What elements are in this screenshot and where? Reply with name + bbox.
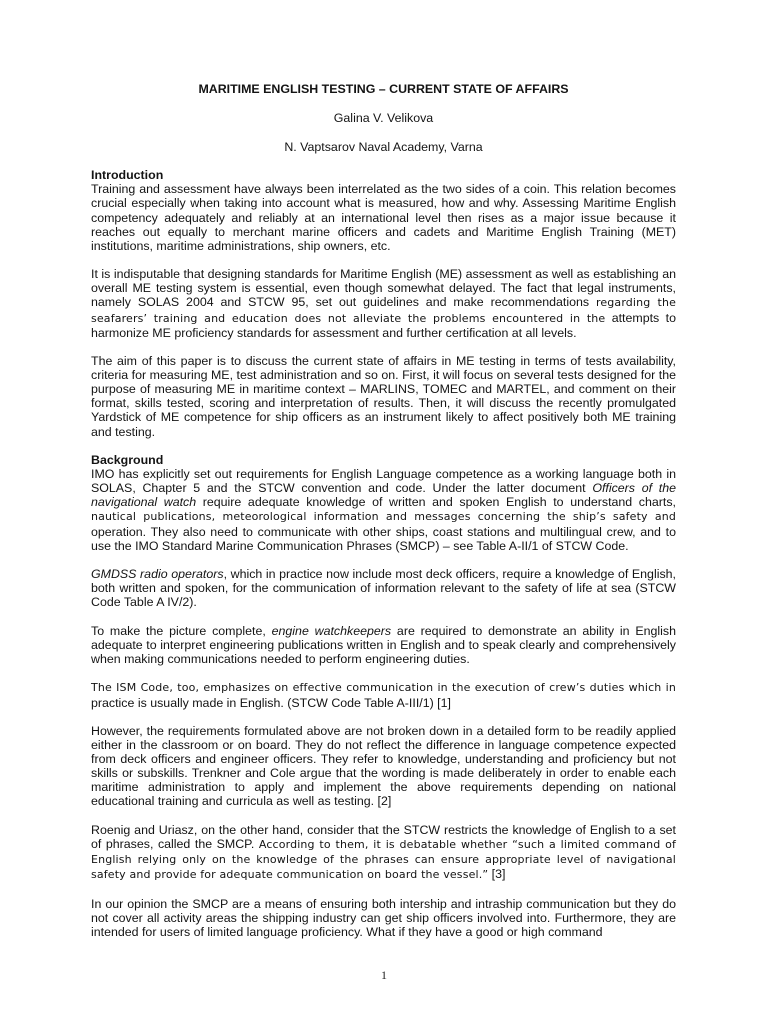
paragraph [91, 624, 676, 666]
text-run: To make the picture complete, [91, 623, 272, 638]
text-run: practice is usually made in English. (STCW Code Table A-III/1) [1] [91, 695, 451, 710]
italic-term: GMDSS radio operators [91, 567, 224, 582]
text-run: Roenig and Uriasz, on the other hand, consider that the STCW restricts the knowledge of English to a set of phrases, called the SMCP. [91, 822, 676, 852]
author-affiliation: N. Vaptsarov Naval Academy, Varna [284, 140, 483, 155]
section-heading-background: Background [91, 453, 164, 468]
text-run: , which in practice now include most deck officers, require a knowledge of English, both written and spoken, for the communication of information relevant to the safety of life at sea (STCW Code Table A IV/2). [91, 567, 676, 610]
document-title: MARITIME ENGLISH TESTING – CURRENT STATE OF AFFAIRS [198, 82, 569, 96]
paragraph [91, 680, 676, 709]
text-run: It is indisputable that designing standards for Maritime English (ME) assessment as well as establishing an overall ME testing system is essential, even though somewhat delayed. The fact that legal instruments, namely SOLAS 2004 and STCW 95, set out guidelines and make recommendations [91, 267, 676, 310]
italic-term: engine watchkeepers [271, 623, 392, 638]
text-run: require adequate knowledge of written and spoken English to understand charts, [196, 495, 676, 510]
paragraph [91, 567, 676, 609]
paragraph: Training and assessment have always been interrelated as the two sides of a coin. This relation becomes crucial especially when taking into account what is measured, how and why. Assessing Maritime English competency adequately and reliably at an international level then rises as a major issue because it reaches out equally to merchant marine officers and cadets and Maritime English Training (MET) institutions, maritime administrations, ship owners, etc. [91, 182, 676, 253]
author-name: Galina V. Velikova [333, 111, 434, 126]
text-run: operation. They also need to communicate with other ships, coast stations and multilingual crew, and to use the IMO Standard Marine Communication Phrases (SMCP) – see Table A-II/1 of STCW Code. [91, 524, 676, 553]
paragraph: However, the requirements formulated above are not broken down in a detailed form to be readily applied either in the classroom or on board. They do not reflect the difference in language competence expected from deck officers and engineer officers. They refer to knowledge, understanding and proficiency but not skills or subskills. Trenkner and Cole argue that the wording is made deliberately in order to enable each maritime administration to apply and implement the above requirements depending on national educational training and curricula as well as testing. [2] [91, 724, 676, 809]
text-run: The ISM Code, too, emphasizes on effective communication in the execution of crew’s duties which in [91, 681, 676, 695]
text-run: IMO has explicitly set out requirements for English Language competence as a working language both in SOLAS, Chapter 5 and the STCW convention and code. Under the latter document [91, 467, 676, 496]
page-number: 1 [381, 968, 387, 982]
text-run: regarding the seafarers’ training and education does not alleviate the problems encountered in the [91, 296, 676, 325]
text-run: nautical publications, meteorological information and messages concerning the ship’s safety and [91, 510, 676, 524]
paragraph [91, 823, 676, 882]
paragraph [91, 267, 676, 339]
text-run: are required to demonstrate an ability in English adequate to interpret engineering publications written in English and to speak clearly and comprehensively when making communications needed to perform engineering duties. [91, 623, 676, 666]
text-run: [3] [488, 867, 506, 882]
paragraph [91, 467, 676, 553]
paragraph: In our opinion the SMCP are a means of ensuring both intership and intraship communication but they do not cover all activity areas the shipping industry can get ship officers involved into. Furthermore, they are intended for users of limited language proficiency. What if they have a good or high command [91, 896, 676, 939]
italic-term: Officers of the navigational watch [91, 481, 676, 510]
text-run: attempts to harmonize ME proficiency standards for assessment and further certification at all levels. [91, 310, 676, 340]
paragraph: The aim of this paper is to discuss the current state of affairs in ME testing in terms of tests availability, criteria for measuring ME, test administration and so on. First, it will focus on several tests designed for the purpose of measuring ME in maritime context – MARLINS, TOMEC and MARTEL, and comment on their format, skills tested, scoring and interpretation of results. Then, it will discuss the recently promulgated Yardstick of ME competence for ship officers as an instrument likely to affect positively both ME training and testing. [91, 354, 676, 439]
quoted-text: According to them, it is debatable whether “such a limited command of English relying only on the knowledge of the phrases can ensure appropriate level of navigational safety and provide for adequate communication on board the vessel.” [91, 838, 677, 882]
section-heading-introduction: Introduction [91, 168, 164, 183]
document-page [91, 82, 676, 953]
